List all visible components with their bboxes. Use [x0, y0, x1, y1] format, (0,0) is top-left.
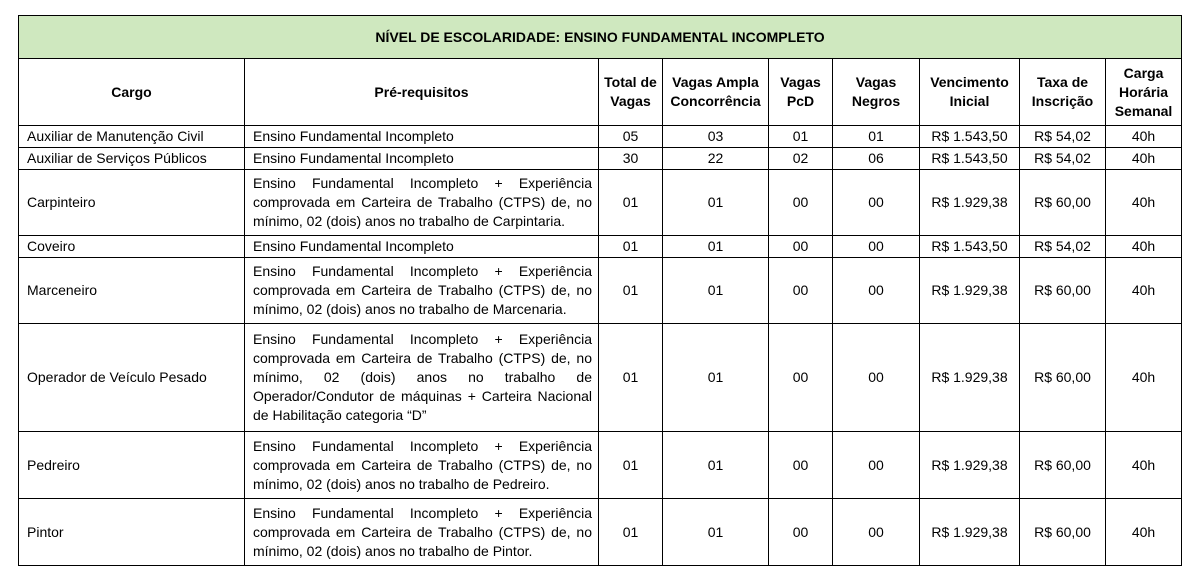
cell-vagas-ampla: 01: [663, 324, 769, 432]
cell-vagas-ampla: 01: [663, 258, 769, 324]
cell-carga: 40h: [1106, 432, 1182, 499]
cell-total-vagas: 01: [599, 499, 663, 566]
cell-vagas-negros: 00: [833, 236, 920, 258]
cell-taxa: R$ 60,00: [1020, 432, 1106, 499]
cell-total-vagas: 01: [599, 324, 663, 432]
cell-vagas-pcd: 00: [769, 324, 833, 432]
table-title: NÍVEL DE ESCOLARIDADE: ENSINO FUNDAMENTAL INCOMPLETO: [19, 16, 1182, 59]
cell-prerequisitos: Ensino Fundamental Incompleto + Experiência comprovada em Carteira de Trabalho (CTPS) de, no mínimo, 02 (dois) anos no trabalho de Pedreiro.: [245, 432, 599, 499]
table-row: [19, 258, 1182, 324]
cell-prerequisitos: Ensino Fundamental Incompleto + Experiência comprovada em Carteira de Trabalho (CTPS) de, no mínimo, 02 (dois) anos no trabalho de Carpintaria.: [245, 170, 599, 236]
cell-vagas-ampla: 01: [663, 236, 769, 258]
cell-prerequisitos: Ensino Fundamental Incompleto + Experiência comprovada em Carteira de Trabalho (CTPS) de, no mínimo, 02 (dois) anos no trabalho de Operador/Condutor de máquinas + Carteira Nacional de Habilitação categoria “D”: [245, 324, 599, 432]
cell-vagas-negros: 00: [833, 170, 920, 236]
cell-vagas-pcd: 00: [769, 258, 833, 324]
header-taxa: Taxa de Inscrição: [1020, 59, 1106, 126]
cell-vagas-pcd: 01: [769, 126, 833, 148]
cell-vencimento: R$ 1.543,50: [920, 236, 1020, 258]
cell-vagas-ampla: 01: [663, 499, 769, 566]
cell-carga: 40h: [1106, 170, 1182, 236]
header-vagas-pcd: Vagas PcD: [769, 59, 833, 126]
cell-taxa: R$ 60,00: [1020, 499, 1106, 566]
cell-vagas-pcd: 00: [769, 236, 833, 258]
header-carga: Carga Horária Semanal: [1106, 59, 1182, 126]
cell-vagas-pcd: 00: [769, 499, 833, 566]
document-page: [18, 15, 1182, 566]
cell-vencimento: R$ 1.543,50: [920, 126, 1020, 148]
cell-cargo: Carpinteiro: [19, 170, 245, 236]
cell-vagas-ampla: 01: [663, 170, 769, 236]
table-row: [19, 432, 1182, 499]
header-cargo: Cargo: [19, 59, 245, 126]
cell-taxa: R$ 54,02: [1020, 236, 1106, 258]
table-row: [19, 170, 1182, 236]
cell-taxa: R$ 54,02: [1020, 126, 1106, 148]
cell-cargo: Operador de Veículo Pesado: [19, 324, 245, 432]
cell-taxa: R$ 60,00: [1020, 324, 1106, 432]
cell-cargo: Marceneiro: [19, 258, 245, 324]
cell-vagas-ampla: 22: [663, 148, 769, 170]
cell-vagas-negros: 00: [833, 499, 920, 566]
header-vencimento: Vencimento Inicial: [920, 59, 1020, 126]
cell-vagas-pcd: 00: [769, 432, 833, 499]
cell-vagas-pcd: 00: [769, 170, 833, 236]
cell-carga: 40h: [1106, 236, 1182, 258]
cell-prerequisitos: Ensino Fundamental Incompleto: [245, 148, 599, 170]
cell-cargo: Pedreiro: [19, 432, 245, 499]
cell-taxa: R$ 60,00: [1020, 258, 1106, 324]
cell-cargo: Auxiliar de Manutenção Civil: [19, 126, 245, 148]
cell-total-vagas: 01: [599, 170, 663, 236]
cell-total-vagas: 01: [599, 258, 663, 324]
cell-carga: 40h: [1106, 258, 1182, 324]
cell-vencimento: R$ 1.929,38: [920, 432, 1020, 499]
cell-vencimento: R$ 1.929,38: [920, 324, 1020, 432]
cell-vencimento: R$ 1.543,50: [920, 148, 1020, 170]
cell-vencimento: R$ 1.929,38: [920, 258, 1020, 324]
cell-carga: 40h: [1106, 499, 1182, 566]
table-row: [19, 324, 1182, 432]
cell-cargo: Coveiro: [19, 236, 245, 258]
cell-carga: 40h: [1106, 126, 1182, 148]
cell-vencimento: R$ 1.929,38: [920, 499, 1020, 566]
cell-carga: 40h: [1106, 324, 1182, 432]
cell-vagas-negros: 00: [833, 258, 920, 324]
cell-vagas-negros: 00: [833, 324, 920, 432]
cell-vagas-ampla: 03: [663, 126, 769, 148]
cell-taxa: R$ 60,00: [1020, 170, 1106, 236]
table-row: [19, 126, 1182, 148]
cell-total-vagas: 01: [599, 236, 663, 258]
cell-vagas-negros: 06: [833, 148, 920, 170]
header-vagas-negros: Vagas Negros: [833, 59, 920, 126]
header-vagas-ampla: Vagas Ampla Concorrência: [663, 59, 769, 126]
cell-prerequisitos: Ensino Fundamental Incompleto: [245, 236, 599, 258]
header-total-vagas: Total de Vagas: [599, 59, 663, 126]
cell-vagas-ampla: 01: [663, 432, 769, 499]
cell-taxa: R$ 54,02: [1020, 148, 1106, 170]
table-row: [19, 499, 1182, 566]
vacancies-table: [18, 15, 1182, 566]
cell-vagas-negros: 00: [833, 432, 920, 499]
header-prerequisitos: Pré-requisitos: [245, 59, 599, 126]
cell-vagas-pcd: 02: [769, 148, 833, 170]
cell-carga: 40h: [1106, 148, 1182, 170]
cell-cargo: Auxiliar de Serviços Públicos: [19, 148, 245, 170]
table-row: [19, 148, 1182, 170]
cell-cargo: Pintor: [19, 499, 245, 566]
cell-total-vagas: 01: [599, 432, 663, 499]
cell-total-vagas: 30: [599, 148, 663, 170]
cell-prerequisitos: Ensino Fundamental Incompleto + Experiência comprovada em Carteira de Trabalho (CTPS) de, no mínimo, 02 (dois) anos no trabalho de Pintor.: [245, 499, 599, 566]
cell-prerequisitos: Ensino Fundamental Incompleto + Experiência comprovada em Carteira de Trabalho (CTPS) de, no mínimo, 02 (dois) anos no trabalho de Marcenaria.: [245, 258, 599, 324]
table-row: [19, 236, 1182, 258]
cell-prerequisitos: Ensino Fundamental Incompleto: [245, 126, 599, 148]
cell-vencimento: R$ 1.929,38: [920, 170, 1020, 236]
cell-vagas-negros: 01: [833, 126, 920, 148]
cell-total-vagas: 05: [599, 126, 663, 148]
